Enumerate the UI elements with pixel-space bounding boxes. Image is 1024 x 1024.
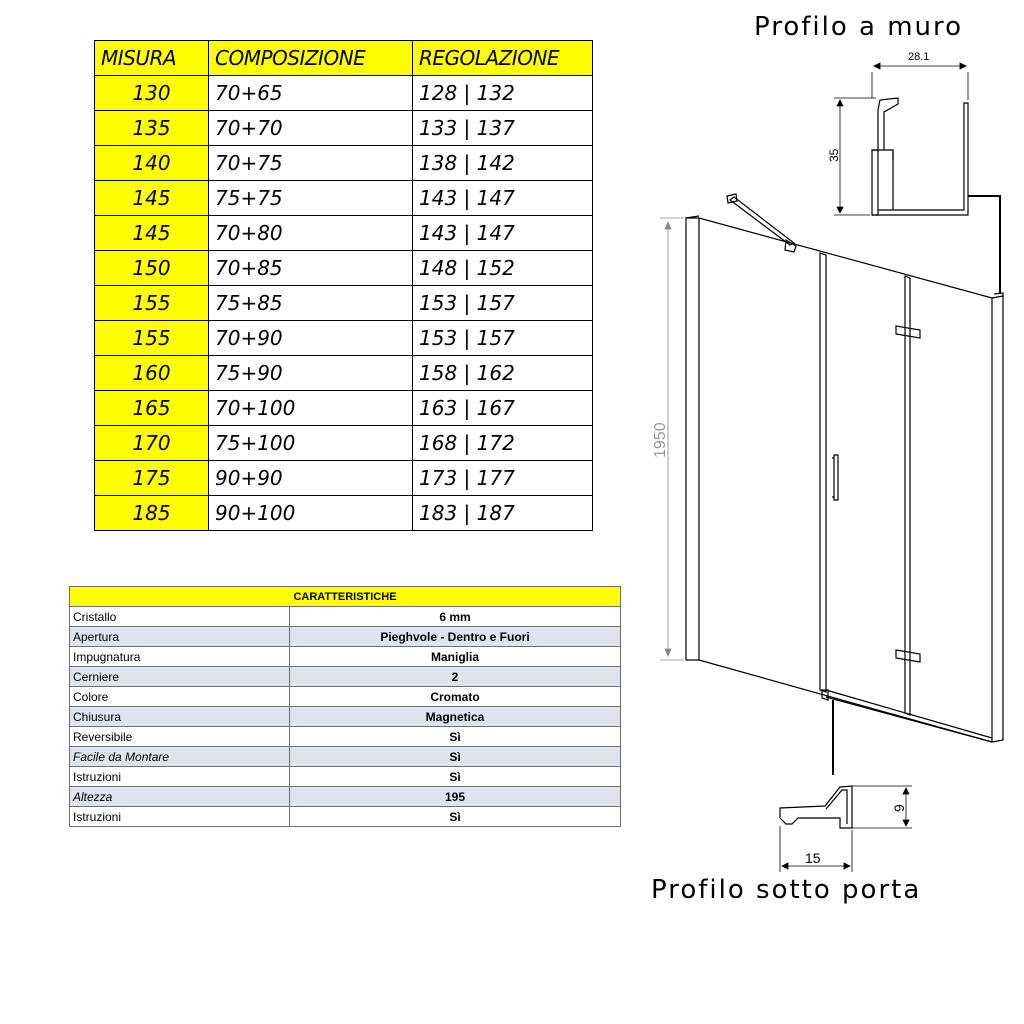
feature-value: Maniglia xyxy=(290,647,621,667)
misura-cell: 185 xyxy=(95,496,209,531)
wall-profile-leader xyxy=(968,196,1000,293)
under-door-profile-label: Profilo sotto porta xyxy=(651,875,922,905)
feature-label: Chiusura xyxy=(70,707,290,727)
feature-value: 6 mm xyxy=(290,607,621,627)
composizione-cell: 70+85 xyxy=(209,251,413,286)
wall-profile-height-text: 35 xyxy=(827,148,841,162)
misura-cell: 150 xyxy=(95,251,209,286)
feature-label: Reversibile xyxy=(70,727,290,747)
wall-profile-section xyxy=(872,98,968,215)
feature-label: Istruzioni xyxy=(70,767,290,787)
feature-value: Pieghvole - Dentro e Fuori xyxy=(290,627,621,647)
feature-value: Sì xyxy=(290,767,621,787)
regolazione-cell: 158 | 162 xyxy=(413,356,593,391)
composizione-cell: 75+75 xyxy=(209,181,413,216)
feature-label: Altezza xyxy=(70,787,290,807)
feature-label: Apertura xyxy=(70,627,290,647)
features-title: CARATTERISTICHE xyxy=(70,587,621,607)
composizione-cell: 90+100 xyxy=(209,496,413,531)
misura-cell: 160 xyxy=(95,356,209,391)
feature-label: Cerniere xyxy=(70,667,290,687)
feature-label: Colore xyxy=(70,687,290,707)
composizione-cell: 70+80 xyxy=(209,216,413,251)
feature-value: Sì xyxy=(290,747,621,767)
composizione-cell: 70+100 xyxy=(209,391,413,426)
misura-cell: 170 xyxy=(95,426,209,461)
regolazione-cell: 133 | 137 xyxy=(413,111,593,146)
shower-door xyxy=(686,194,1003,742)
misura-cell: 140 xyxy=(95,146,209,181)
misura-cell: 130 xyxy=(95,76,209,111)
feature-label: Istruzioni xyxy=(70,807,290,827)
under-door-profile-section xyxy=(780,786,852,828)
misura-cell: 155 xyxy=(95,286,209,321)
regolazione-cell: 153 | 157 xyxy=(413,286,593,321)
composizione-cell: 90+90 xyxy=(209,461,413,496)
misura-cell: 145 xyxy=(95,216,209,251)
header-misura: MISURA xyxy=(95,41,209,76)
composizione-cell: 70+75 xyxy=(209,146,413,181)
under-door-dimensions xyxy=(780,786,912,872)
feature-label: Impugnatura xyxy=(70,647,290,667)
regolazione-cell: 143 | 147 xyxy=(413,216,593,251)
door-height-text: 1950 xyxy=(652,422,669,458)
feature-value: 2 xyxy=(290,667,621,687)
regolazione-cell: 153 | 157 xyxy=(413,321,593,356)
under-door-height-text: 9 xyxy=(891,804,907,812)
composizione-cell: 75+100 xyxy=(209,426,413,461)
feature-label: Facile da Montare xyxy=(70,747,290,767)
under-door-width-text: 15 xyxy=(805,850,821,866)
misura-cell: 175 xyxy=(95,461,209,496)
misura-cell: 145 xyxy=(95,181,209,216)
feature-value: Cromato xyxy=(290,687,621,707)
misura-cell: 135 xyxy=(95,111,209,146)
feature-value: Sì xyxy=(290,807,621,827)
regolazione-cell: 183 | 187 xyxy=(413,496,593,531)
composizione-cell: 70+65 xyxy=(209,76,413,111)
composizione-cell: 75+90 xyxy=(209,356,413,391)
regolazione-cell: 173 | 177 xyxy=(413,461,593,496)
wall-profile-width-text: 28.1 xyxy=(908,51,930,63)
regolazione-cell: 168 | 172 xyxy=(413,426,593,461)
header-regolazione: REGOLAZIONE xyxy=(413,41,593,76)
composizione-cell: 70+90 xyxy=(209,321,413,356)
regolazione-cell: 148 | 152 xyxy=(413,251,593,286)
composizione-cell: 75+85 xyxy=(209,286,413,321)
misura-cell: 155 xyxy=(95,321,209,356)
wall-profile-label: Profilo a muro xyxy=(754,12,964,42)
composizione-cell: 70+70 xyxy=(209,111,413,146)
misura-cell: 165 xyxy=(95,391,209,426)
regolazione-cell: 143 | 147 xyxy=(413,181,593,216)
feature-value: Sì xyxy=(290,727,621,747)
feature-value: 195 xyxy=(290,787,621,807)
regolazione-cell: 138 | 142 xyxy=(413,146,593,181)
feature-value: Magnetica xyxy=(290,707,621,727)
feature-label: Cristallo xyxy=(70,607,290,627)
header-composizione: COMPOSIZIONE xyxy=(209,41,413,76)
regolazione-cell: 128 | 132 xyxy=(413,76,593,111)
regolazione-cell: 163 | 167 xyxy=(413,391,593,426)
wall-profile-dimensions xyxy=(834,63,968,215)
